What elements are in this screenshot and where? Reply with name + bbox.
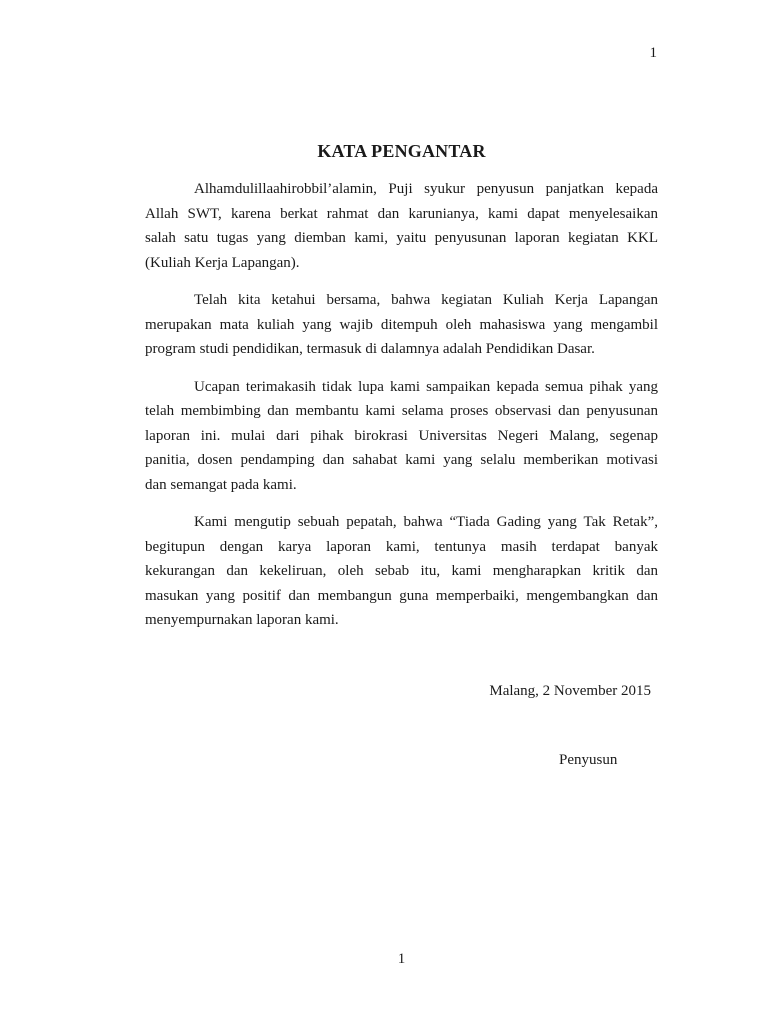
paragraph-line: Kami mengutip sebuah pepatah, bahwa “Tiada Gading yang Tak Retak”,	[194, 514, 658, 530]
paragraph-line: telah membimbing dan membantu kami selama proses observasi dan penyusunan	[145, 403, 658, 419]
paragraph-line: merupakan mata kuliah yang wajib ditempuh oleh mahasiswa yang mengambil	[145, 316, 658, 333]
paragraph-line: program studi pendidikan, termasuk di dalamnya adalah Pendidikan Dasar.	[145, 341, 595, 357]
footer-page-number: 1	[397, 951, 406, 967]
paragraph-line: Ucapan terimakasih tidak lupa kami sampaikan kepada semua pihak yang	[194, 378, 658, 395]
place-date: Malang, 2 November 2015	[489, 683, 651, 699]
paragraph-line: panitia, dosen pendamping dan sahabat kami yang selalu memberikan motivasi	[145, 452, 658, 468]
paragraph	[145, 510, 658, 633]
header-page-number: 1	[649, 45, 657, 61]
paragraph-line: Alhamdulillaahirobbil’alamin, Puji syukur penyusun panjatkan kepada	[194, 181, 658, 197]
paragraph-line: salah satu tugas yang diemban kami, yaitu penyusunan laporan kegiatan KKL	[145, 230, 658, 246]
paragraph-line: Allah SWT, karena berkat rahmat dan karunianya, kami dapat menyelesaikan	[145, 205, 658, 222]
paragraph	[145, 177, 658, 275]
page-title: KATA PENGANTAR	[317, 141, 486, 161]
paragraph-line: laporan ini. mulai dari pihak birokrasi Universitas Negeri Malang, segenap	[145, 427, 658, 444]
paragraph-line: dan semangat pada kami.	[145, 476, 297, 493]
paragraph-line: begitupun dengan karya laporan kami, tentunya masih terdapat banyak	[145, 538, 658, 555]
paragraph-line: menyempurnakan laporan kami.	[145, 612, 339, 628]
paragraph-line: Telah kita ketahui bersama, bahwa kegiatan Kuliah Kerja Lapangan	[194, 292, 658, 308]
paragraph-line: kekurangan dan kekeliruan, oleh sebab itu, kami mengharapkan kritik dan	[145, 563, 658, 579]
paragraph-line: (Kuliah Kerja Lapangan).	[145, 254, 300, 271]
signer-label: Penyusun	[559, 752, 618, 768]
paragraph	[145, 375, 658, 498]
body-text	[145, 177, 658, 646]
paragraph	[145, 288, 658, 362]
paragraph-line: masukan yang positif dan membangun guna memperbaiki, mengembangkan dan	[145, 587, 658, 604]
